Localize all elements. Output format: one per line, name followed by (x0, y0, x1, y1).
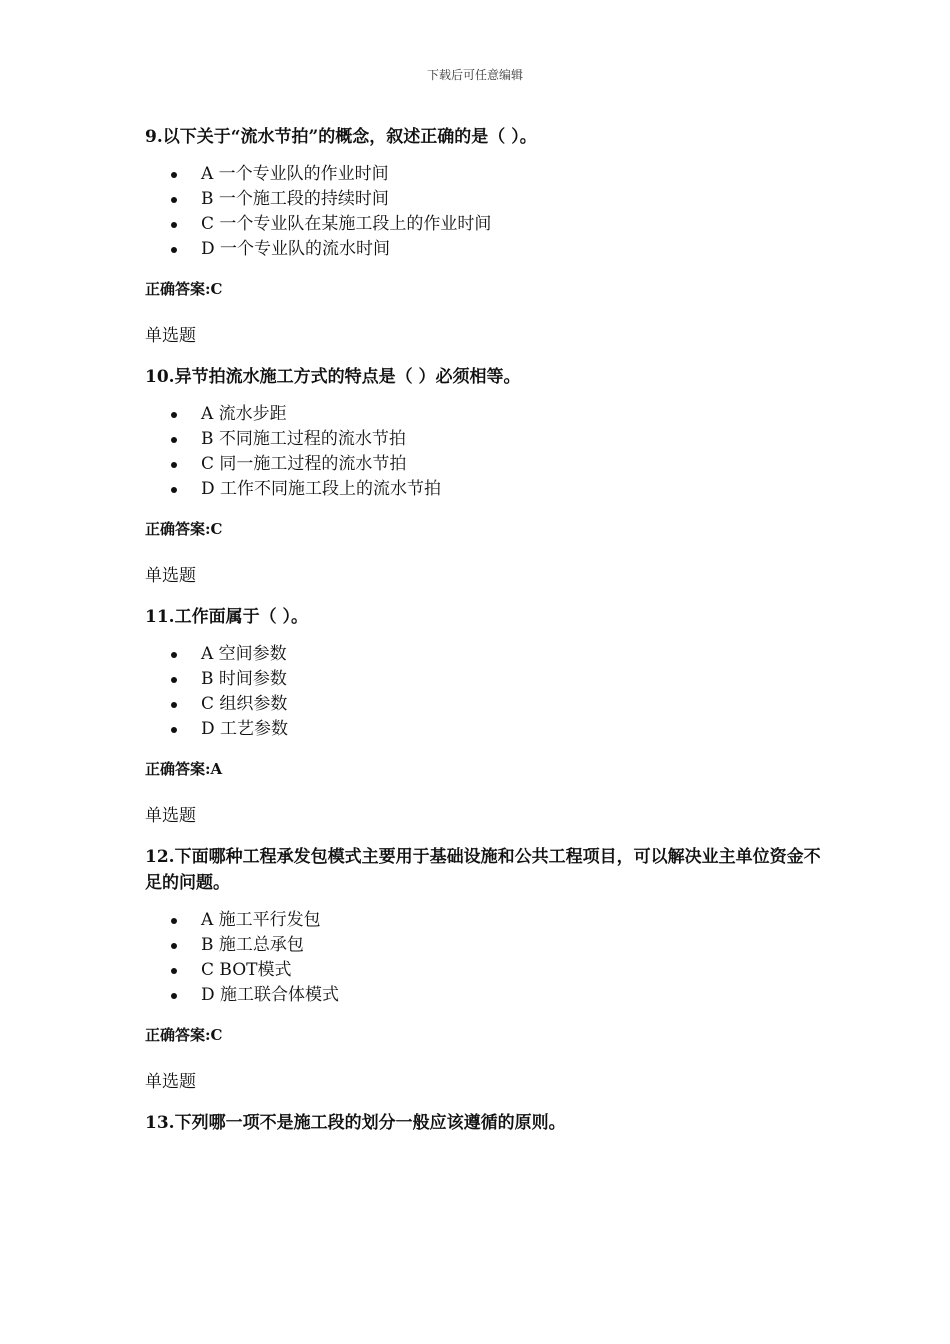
option-item (145, 162, 825, 187)
option-item (145, 908, 825, 933)
option-text: B 不同施工过程的流水节拍 (201, 429, 406, 449)
option-item (145, 237, 825, 262)
option-item (145, 642, 825, 667)
option-item (145, 187, 825, 212)
option-item (145, 667, 825, 692)
correct-answer: 正确答案:C (145, 520, 223, 538)
question-block (145, 124, 825, 348)
question-title: 9.以下关于“流水节拍”的概念，叙述正确的是（ ）。 (145, 127, 537, 147)
option-item (145, 477, 825, 502)
question-list (145, 124, 825, 1148)
bullet-icon (171, 172, 177, 178)
question-type: 单选题 (145, 566, 196, 586)
option-text: C 一个专业队在某施工段上的作业时间 (201, 214, 492, 234)
option-item (145, 402, 825, 427)
question-block (145, 364, 825, 588)
bullet-icon (171, 993, 177, 999)
option-text: D 工艺参数 (201, 719, 289, 739)
bullet-icon (171, 918, 177, 924)
correct-answer: 正确答案:C (145, 280, 223, 298)
option-text: D 施工联合体模式 (201, 985, 340, 1005)
bullet-icon (171, 197, 177, 203)
question-type: 单选题 (145, 1072, 196, 1092)
option-item (145, 717, 825, 742)
option-text: C 组织参数 (201, 694, 288, 714)
option-text: C BOT模式 (201, 960, 292, 980)
correct-answer: 正确答案:A (145, 760, 223, 778)
question-title: 11.工作面属于（ ）。 (145, 607, 308, 627)
bullet-icon (171, 247, 177, 253)
option-text: B 时间参数 (201, 669, 287, 689)
option-item (145, 212, 825, 237)
option-text: A 空间参数 (201, 644, 287, 664)
question-title: 12.下面哪种工程承发包模式主要用于基础设施和公共工程项目，可以解决业主单位资金不足的问题。 (145, 847, 821, 893)
bullet-icon (171, 462, 177, 468)
option-text: A 一个专业队的作业时间 (201, 164, 389, 184)
option-text: D 一个专业队的流水时间 (201, 239, 391, 259)
bullet-icon (171, 968, 177, 974)
bullet-icon (171, 727, 177, 733)
question-type: 单选题 (145, 806, 196, 826)
option-text: C 同一施工过程的流水节拍 (201, 454, 407, 474)
option-list (145, 402, 825, 502)
bullet-icon (171, 652, 177, 658)
question-type: 单选题 (145, 326, 196, 346)
option-item (145, 958, 825, 983)
option-item (145, 933, 825, 958)
option-list (145, 642, 825, 742)
option-text: B 一个施工段的持续时间 (201, 189, 389, 209)
question-title: 10.异节拍流水施工方式的特点是（ ）必须相等。 (145, 367, 521, 387)
option-item (145, 983, 825, 1008)
option-item (145, 427, 825, 452)
option-text: D 工作不同施工段上的流水节拍 (201, 479, 442, 499)
option-item (145, 692, 825, 717)
option-text: A 流水步距 (201, 404, 287, 424)
question-block (145, 604, 825, 828)
bullet-icon (171, 437, 177, 443)
option-item (145, 452, 825, 477)
option-list (145, 908, 825, 1008)
page-header: 下载后可任意编辑 (426, 68, 523, 82)
option-text: B 施工总承包 (201, 935, 304, 955)
bullet-icon (171, 677, 177, 683)
bullet-icon (171, 222, 177, 228)
bullet-icon (171, 702, 177, 708)
bullet-icon (171, 412, 177, 418)
bullet-icon (171, 487, 177, 493)
question-block (145, 844, 825, 1094)
option-list (145, 162, 825, 262)
option-text: A 施工平行发包 (201, 910, 321, 930)
bullet-icon (171, 943, 177, 949)
question-block (145, 1110, 825, 1136)
question-title: 13.下列哪一项不是施工段的划分一般应该遵循的原则。 (145, 1113, 566, 1133)
correct-answer: 正确答案:C (145, 1026, 223, 1044)
